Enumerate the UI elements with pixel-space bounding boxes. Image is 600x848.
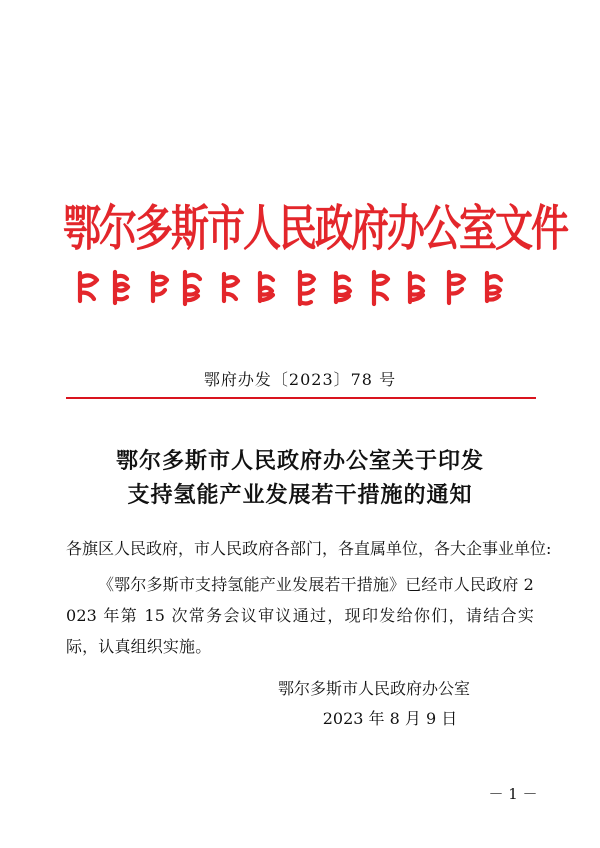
document-title bbox=[60, 444, 540, 512]
page-number: － 1 － bbox=[488, 785, 538, 803]
document-title-line-2: 支持氢能产业发展若干措施的通知 bbox=[127, 482, 473, 508]
red-separator-line bbox=[66, 397, 536, 399]
document-body-paragraph: 《鄂尔多斯市支持氢能产业发展若干措施》已经市人民政府 2023 年第 15 次常务会议审议通过，现印发给你们，请结合实际，认真组织实施。 bbox=[66, 575, 534, 656]
mongolian-script-masthead bbox=[70, 265, 530, 310]
issuer-name: 鄂尔多斯市人民政府办公室 bbox=[278, 679, 471, 698]
mongolian-script-graphic bbox=[70, 265, 530, 310]
document-title-line-1: 鄂尔多斯市人民政府办公室关于印发 bbox=[115, 448, 484, 474]
document-number: 鄂府办发〔2023〕78 号 bbox=[203, 370, 397, 389]
document-masthead-title: 鄂尔多斯市人民政府办公室文件 bbox=[63, 198, 568, 257]
issue-date: 2023 年 8 月 9 日 bbox=[322, 709, 458, 728]
document-salutation: 各旗区人民政府，市人民政府各部门，各直属单位，各大企事业单位: bbox=[66, 539, 552, 558]
